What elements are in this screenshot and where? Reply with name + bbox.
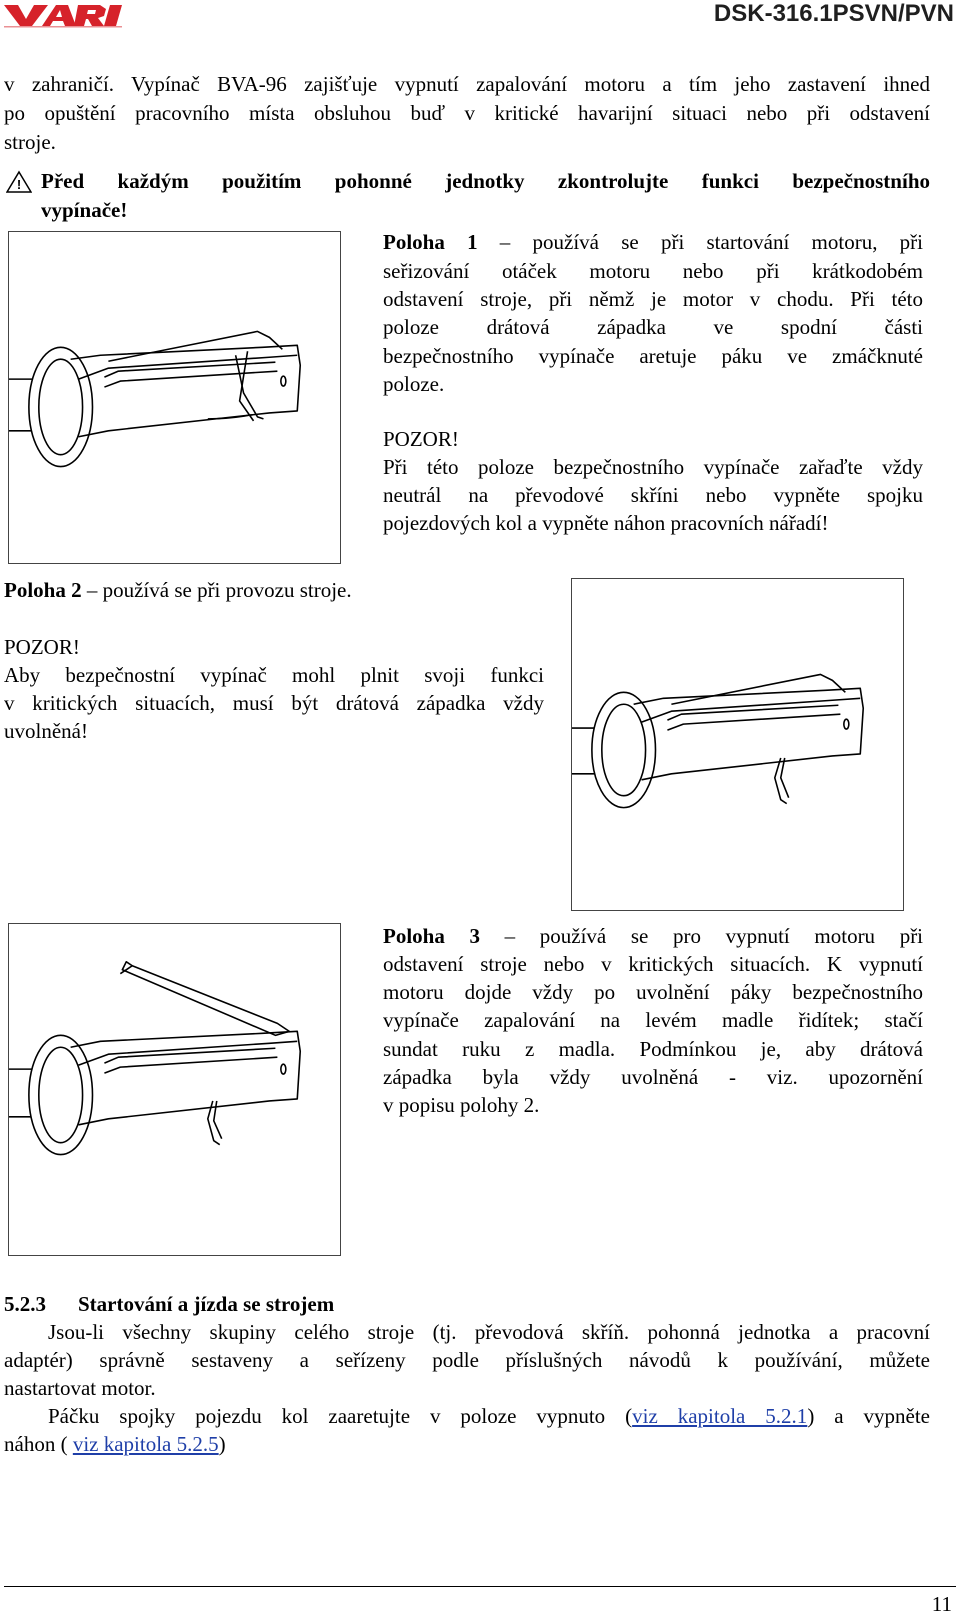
handle-drawing-position-2 bbox=[572, 579, 903, 910]
position-1-pozor-line-1: Při této poloze bezpečnostního vypínače zařaďte vždy bbox=[383, 455, 923, 479]
position-2-pozor-line-1: Aby bezpečnostní vypínač mohl plnit svoji funkci bbox=[4, 663, 544, 687]
position-1-line-1 bbox=[383, 228, 923, 257]
intro-line-2: po opuštění pracovního místa obsluhou buď v kritické havarijní situaci nebo při odstavení bbox=[4, 101, 930, 125]
figure-position-2 bbox=[571, 578, 904, 911]
figure-position-1 bbox=[8, 231, 341, 564]
position-3-line-1 bbox=[383, 922, 923, 951]
position-1-line-5: bezpečnostního vypínače aretuje páku ve zmáčknuté bbox=[383, 344, 923, 368]
position-1-dash: – bbox=[477, 230, 533, 254]
position-3-line-2: odstavení stroje nebo v kritických situacích. K vypnutí bbox=[383, 952, 923, 976]
position-1-line-2: seřizování otáček motoru nebo při krátkodobém bbox=[383, 259, 923, 283]
position-1-pozor: POZOR! bbox=[383, 427, 459, 451]
section-para2-text-b: ) a vypněte bbox=[807, 1404, 930, 1428]
position-3-label: Poloha 3 bbox=[383, 924, 480, 948]
section-para1-line-1: Jsou-li všechny skupiny celého stroje (tj. převodová skříň. pohonná jednotka a pracovní bbox=[48, 1320, 930, 1344]
position-2-pozor-line-3: uvolněná! bbox=[4, 719, 88, 743]
warning-line-1: Před každým použitím pohonné jednotky zkontrolujte funkci bezpečnostního bbox=[41, 169, 930, 193]
section-title: Startování a jízda se strojem bbox=[78, 1292, 335, 1316]
section-para2-text-a: Páčku spojky pojezdu kol zaaretujte v poloze vypnuto ( bbox=[48, 1404, 633, 1428]
link-chapter-5-2-5[interactable]: viz kapitola 5.2.5 bbox=[72, 1432, 219, 1456]
section-para1-line-3: nastartovat motor. bbox=[4, 1376, 156, 1400]
figure-position-3 bbox=[8, 923, 341, 1256]
position-3-line-3: motoru dojde vždy po uvolnění páky bezpečnostního bbox=[383, 980, 923, 1004]
position-2-label: Poloha 2 bbox=[4, 578, 82, 602]
position-3-dash: – bbox=[479, 924, 540, 948]
section-para2-text-c: náhon ( bbox=[4, 1432, 73, 1456]
document-number: DSK-316.1PSVN/PVN bbox=[713, 0, 954, 27]
position-2-text: – používá se při provozu stroje. bbox=[81, 578, 352, 602]
position-1-pozor-line-2: neutrál na převodové skříni nebo vypněte spojku bbox=[383, 483, 923, 507]
position-2-line bbox=[4, 576, 352, 605]
link-chapter-5-2-1[interactable]: viz kapitola 5.2.1 bbox=[632, 1404, 808, 1428]
page-number: 11 bbox=[931, 1592, 952, 1616]
position-3-line-6: západka byla vždy uvolněná - viz. upozornění bbox=[383, 1065, 923, 1089]
svg-text:!: ! bbox=[16, 177, 22, 192]
warning-line-2: vypínače! bbox=[41, 198, 128, 222]
section-para1-line-2: adaptér) správně sestaveny a seřízeny podle příslušných návodů k používání, můžete bbox=[4, 1348, 930, 1372]
position-1-label: Poloha 1 bbox=[383, 230, 478, 254]
position-2-pozor-line-2: v kritických situacích, musí být drátová západka vždy bbox=[4, 691, 544, 715]
position-3-line-4: vypínače zapalování na levém madle řidítek; stačí bbox=[383, 1008, 923, 1032]
warning-triangle-icon bbox=[6, 170, 32, 194]
intro-line-3: stroje. bbox=[4, 130, 56, 154]
position-3-line-5: sundat ruku z madla. Podmínkou je, aby drátová bbox=[383, 1037, 923, 1061]
position-3-text-1: používá se pro vypnutí motoru při bbox=[539, 924, 924, 948]
section-para2-text-d: ) bbox=[218, 1432, 226, 1456]
position-1-line-4: poloze drátová západka ve spodní části bbox=[383, 315, 923, 339]
position-3-line-7: v popisu polohy 2. bbox=[383, 1093, 540, 1117]
position-2-pozor: POZOR! bbox=[4, 635, 80, 659]
footer-divider bbox=[4, 1586, 956, 1587]
handle-drawing-position-3 bbox=[9, 924, 340, 1255]
section-number: 5.2.3 bbox=[4, 1292, 46, 1316]
intro-line-1: v zahraničí. Vypínač BVA-96 zajišťuje vypnutí zapalování motoru a tím jeho zastavení ihned bbox=[4, 72, 930, 96]
position-1-pozor-line-3: pojezdových kol a vypněte náhon pracovních nářadí! bbox=[383, 511, 829, 535]
position-1-line-6: poloze. bbox=[383, 372, 445, 396]
section-para2-line-1 bbox=[48, 1402, 930, 1431]
position-1-text-1: používá se při startování motoru, při bbox=[532, 230, 924, 254]
section-para2-line-2 bbox=[4, 1430, 226, 1459]
position-1-line-3: odstavení stroje, při němž je motor v chodu. Při této bbox=[383, 287, 923, 311]
handle-drawing-position-1 bbox=[9, 232, 340, 563]
vari-logo bbox=[4, 2, 132, 28]
